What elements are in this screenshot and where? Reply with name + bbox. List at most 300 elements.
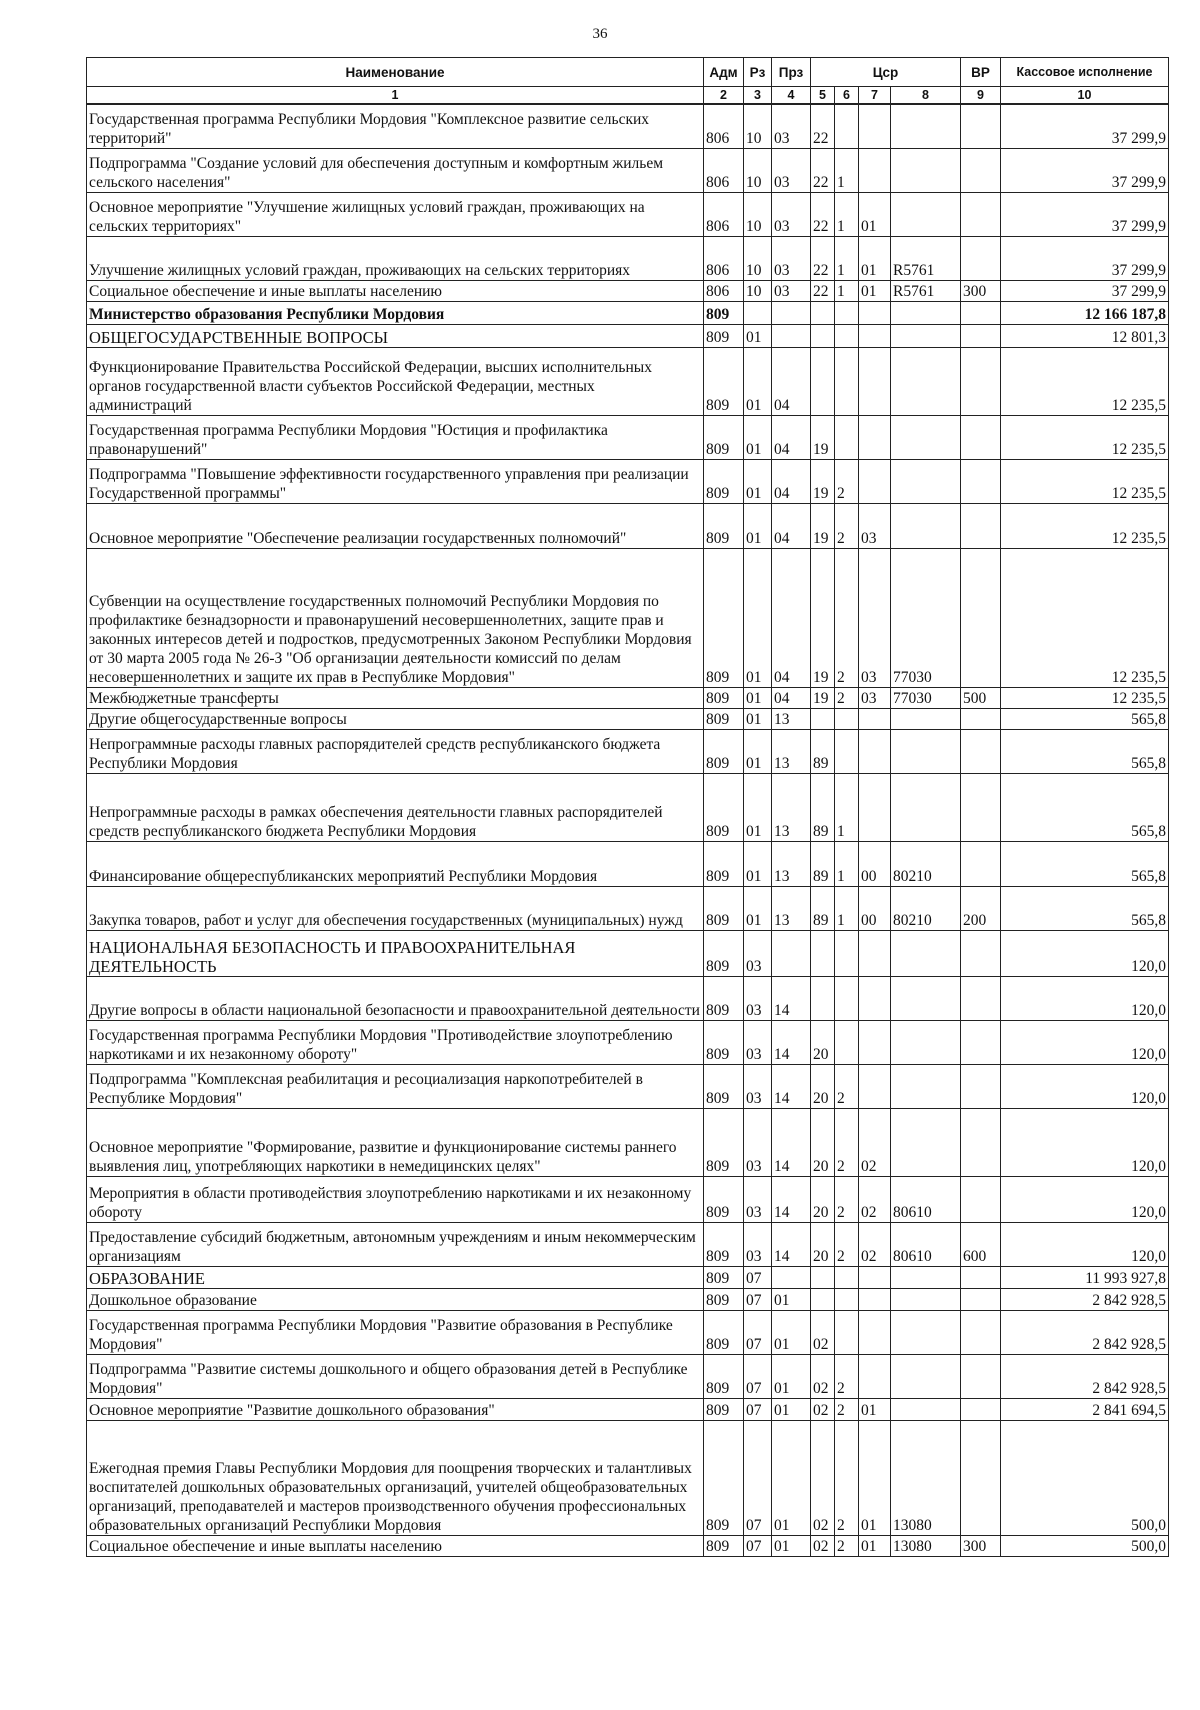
csr-subprogram-cell: 2: [835, 1354, 859, 1398]
column-number: 2: [704, 87, 744, 105]
adm-cell: 809: [704, 1064, 744, 1108]
rz-cell: 07: [744, 1398, 772, 1420]
csr-program-cell: 19: [811, 415, 835, 459]
csr-program-cell: 89: [811, 729, 835, 773]
csr-event-cell: [859, 1354, 891, 1398]
adm-cell: 809: [704, 1310, 744, 1354]
table-row: [87, 729, 1169, 773]
row-name-cell: Финансирование общереспубликанских мероприятий Республики Мордовия: [87, 841, 704, 886]
adm-cell: 809: [704, 708, 744, 729]
adm-cell: 806: [704, 280, 744, 301]
csr-direction-cell: [891, 930, 961, 976]
adm-cell: 809: [704, 1535, 744, 1556]
vr-cell: [961, 1108, 1001, 1176]
column-number: 3: [744, 87, 772, 105]
rz-cell: 10: [744, 148, 772, 192]
rz-cell: 07: [744, 1288, 772, 1310]
csr-direction-cell: 80610: [891, 1222, 961, 1266]
csr-program-cell: 02: [811, 1398, 835, 1420]
amount-cell: 2 842 928,5: [1001, 1354, 1169, 1398]
column-number-row: [87, 87, 1169, 105]
csr-direction-cell: [891, 324, 961, 347]
amount-cell: 500,0: [1001, 1420, 1169, 1535]
prz-cell: 03: [772, 104, 811, 148]
csr-direction-cell: [891, 1288, 961, 1310]
csr-subprogram-cell: 1: [835, 236, 859, 280]
rz-cell: [744, 301, 772, 324]
csr-event-cell: [859, 773, 891, 841]
header-rz: Рз: [744, 58, 772, 87]
csr-direction-cell: [891, 104, 961, 148]
prz-cell: 14: [772, 1222, 811, 1266]
csr-event-cell: [859, 324, 891, 347]
csr-program-cell: 19: [811, 459, 835, 503]
rz-cell: 01: [744, 459, 772, 503]
row-name-cell: ОБРАЗОВАНИЕ: [87, 1266, 704, 1288]
csr-subprogram-cell: 1: [835, 841, 859, 886]
table-row: [87, 459, 1169, 503]
vr-cell: 600: [961, 1222, 1001, 1266]
csr-event-cell: [859, 930, 891, 976]
row-name-cell: Субвенции на осуществление государственных полномочий Республики Мордовия по профилактике безнадзорности и правонарушений несовершеннолетних, защите прав и законных интересов детей и подростков, предусмотренных Законом Республики Мордовия от 30 марта 2005 года № 26-З "Об организации деятельности комиссий по делам несовершеннолетних и защите их прав в Республике Мордовия": [87, 548, 704, 687]
prz-cell: 04: [772, 548, 811, 687]
amount-cell: 120,0: [1001, 1020, 1169, 1064]
amount-cell: 2 842 928,5: [1001, 1288, 1169, 1310]
budget-table: [86, 57, 1169, 1557]
column-number: 4: [772, 87, 811, 105]
csr-program-cell: 20: [811, 1064, 835, 1108]
csr-event-cell: 02: [859, 1176, 891, 1222]
vr-cell: [961, 1020, 1001, 1064]
csr-direction-cell: [891, 192, 961, 236]
prz-cell: 13: [772, 708, 811, 729]
csr-event-cell: 01: [859, 192, 891, 236]
csr-subprogram-cell: [835, 347, 859, 415]
prz-cell: [772, 1266, 811, 1288]
adm-cell: 809: [704, 1420, 744, 1535]
csr-program-cell: 22: [811, 236, 835, 280]
csr-subprogram-cell: 2: [835, 1420, 859, 1535]
amount-cell: 565,8: [1001, 886, 1169, 930]
csr-subprogram-cell: 2: [835, 1222, 859, 1266]
csr-program-cell: [811, 708, 835, 729]
table-row: [87, 1064, 1169, 1108]
csr-event-cell: [859, 708, 891, 729]
adm-cell: 809: [704, 976, 744, 1020]
rz-cell: 01: [744, 886, 772, 930]
vr-cell: 500: [961, 687, 1001, 708]
table-row: [87, 1222, 1169, 1266]
vr-cell: 200: [961, 886, 1001, 930]
prz-cell: 14: [772, 976, 811, 1020]
row-name-cell: Ежегодная премия Главы Республики Мордовия для поощрения творческих и талантливых воспитателей дошкольных образовательных организаций, учителей общеобразовательных организаций, преподавателей и мастеров производственного обучения профессиональных образовательных организаций Республики Мордовия: [87, 1420, 704, 1535]
csr-program-cell: [811, 347, 835, 415]
csr-subprogram-cell: 2: [835, 1064, 859, 1108]
row-name-cell: Государственная программа Республики Мордовия "Комплексное развитие сельских территорий": [87, 104, 704, 148]
csr-subprogram-cell: 2: [835, 1176, 859, 1222]
csr-subprogram-cell: [835, 708, 859, 729]
prz-cell: 03: [772, 148, 811, 192]
amount-cell: 2 842 928,5: [1001, 1310, 1169, 1354]
prz-cell: 01: [772, 1398, 811, 1420]
csr-direction-cell: 13080: [891, 1535, 961, 1556]
adm-cell: 809: [704, 1354, 744, 1398]
csr-event-cell: [859, 729, 891, 773]
csr-direction-cell: [891, 459, 961, 503]
csr-direction-cell: [891, 1108, 961, 1176]
rz-cell: 03: [744, 1020, 772, 1064]
row-name-cell: Государственная программа Республики Мордовия "Развитие образования в Республике Мордовия": [87, 1310, 704, 1354]
header-prz: Прз: [772, 58, 811, 87]
row-name-cell: Предоставление субсидий бюджетным, автономным учреждениям и иным некоммерческим организациям: [87, 1222, 704, 1266]
csr-event-cell: [859, 301, 891, 324]
table-row: [87, 415, 1169, 459]
row-name-cell: Основное мероприятие "Улучшение жилищных условий граждан, проживающих на сельских территориях": [87, 192, 704, 236]
csr-direction-cell: [891, 1354, 961, 1398]
table-row: [87, 841, 1169, 886]
prz-cell: 01: [772, 1535, 811, 1556]
prz-cell: 04: [772, 503, 811, 548]
prz-cell: [772, 324, 811, 347]
csr-program-cell: 20: [811, 1176, 835, 1222]
csr-event-cell: 00: [859, 886, 891, 930]
row-name-cell: Непрограммные расходы главных распорядителей средств республиканского бюджета Республики Мордовия: [87, 729, 704, 773]
column-number: 1: [87, 87, 704, 105]
csr-direction-cell: [891, 415, 961, 459]
csr-event-cell: 02: [859, 1108, 891, 1176]
table-row: [87, 548, 1169, 687]
adm-cell: 809: [704, 729, 744, 773]
table-row: [87, 148, 1169, 192]
csr-program-cell: [811, 301, 835, 324]
header-adm: Адм: [704, 58, 744, 87]
vr-cell: [961, 104, 1001, 148]
adm-cell: 809: [704, 324, 744, 347]
page-number: 36: [592, 26, 608, 42]
rz-cell: 03: [744, 1176, 772, 1222]
rz-cell: 01: [744, 347, 772, 415]
prz-cell: 13: [772, 729, 811, 773]
rz-cell: 01: [744, 415, 772, 459]
rz-cell: 03: [744, 1222, 772, 1266]
amount-cell: 37 299,9: [1001, 104, 1169, 148]
csr-program-cell: 19: [811, 687, 835, 708]
adm-cell: 809: [704, 773, 744, 841]
csr-program-cell: 02: [811, 1310, 835, 1354]
csr-direction-cell: [891, 148, 961, 192]
vr-cell: [961, 548, 1001, 687]
prz-cell: 04: [772, 415, 811, 459]
prz-cell: 13: [772, 773, 811, 841]
vr-cell: [961, 1354, 1001, 1398]
csr-direction-cell: 77030: [891, 687, 961, 708]
csr-event-cell: 01: [859, 1535, 891, 1556]
row-name-cell: Министерство образования Республики Мордовия: [87, 301, 704, 324]
prz-cell: [772, 301, 811, 324]
adm-cell: 809: [704, 1020, 744, 1064]
csr-subprogram-cell: [835, 1266, 859, 1288]
vr-cell: [961, 1266, 1001, 1288]
csr-event-cell: [859, 104, 891, 148]
vr-cell: [961, 708, 1001, 729]
header-vr: ВР: [961, 58, 1001, 87]
csr-event-cell: 01: [859, 1398, 891, 1420]
csr-direction-cell: 77030: [891, 548, 961, 687]
row-name-cell: Межбюджетные трансферты: [87, 687, 704, 708]
csr-event-cell: [859, 1310, 891, 1354]
table-row: [87, 324, 1169, 347]
header-row: [87, 58, 1169, 87]
csr-direction-cell: [891, 1266, 961, 1288]
rz-cell: 03: [744, 1108, 772, 1176]
adm-cell: 809: [704, 548, 744, 687]
row-name-cell: Другие вопросы в области национальной безопасности и правоохранительной деятельности: [87, 976, 704, 1020]
csr-direction-cell: [891, 1020, 961, 1064]
csr-event-cell: 00: [859, 841, 891, 886]
amount-cell: 12 235,5: [1001, 347, 1169, 415]
amount-cell: 37 299,9: [1001, 280, 1169, 301]
csr-direction-cell: [891, 773, 961, 841]
row-name-cell: Основное мероприятие "Обеспечение реализации государственных полномочий": [87, 503, 704, 548]
row-name-cell: Мероприятия в области противодействия злоупотреблению наркотиками и их незаконному обороту: [87, 1176, 704, 1222]
vr-cell: 300: [961, 1535, 1001, 1556]
vr-cell: [961, 347, 1001, 415]
table-row: [87, 1266, 1169, 1288]
row-name-cell: Подпрограмма "Повышение эффективности государственного управления при реализации Государственной программы": [87, 459, 704, 503]
prz-cell: 01: [772, 1310, 811, 1354]
prz-cell: 13: [772, 886, 811, 930]
rz-cell: 07: [744, 1354, 772, 1398]
csr-subprogram-cell: [835, 415, 859, 459]
vr-cell: [961, 503, 1001, 548]
csr-event-cell: 03: [859, 548, 891, 687]
row-name-cell: Основное мероприятие "Развитие дошкольного образования": [87, 1398, 704, 1420]
rz-cell: 03: [744, 976, 772, 1020]
adm-cell: 809: [704, 1108, 744, 1176]
csr-subprogram-cell: 2: [835, 503, 859, 548]
csr-direction-cell: [891, 301, 961, 324]
table-row: [87, 280, 1169, 301]
prz-cell: 14: [772, 1108, 811, 1176]
adm-cell: 809: [704, 687, 744, 708]
adm-cell: 809: [704, 503, 744, 548]
csr-event-cell: [859, 1020, 891, 1064]
amount-cell: 120,0: [1001, 1108, 1169, 1176]
amount-cell: 12 801,3: [1001, 324, 1169, 347]
column-number: 7: [859, 87, 891, 105]
vr-cell: [961, 459, 1001, 503]
row-name-cell: Дошкольное образование: [87, 1288, 704, 1310]
table-row: [87, 192, 1169, 236]
csr-event-cell: 03: [859, 687, 891, 708]
row-name-cell: Закупка товаров, работ и услуг для обеспечения государственных (муниципальных) нужд: [87, 886, 704, 930]
table-row: [87, 687, 1169, 708]
row-name-cell: НАЦИОНАЛЬНАЯ БЕЗОПАСНОСТЬ И ПРАВООХРАНИТЕЛЬНАЯ ДЕЯТЕЛЬНОСТЬ: [87, 930, 704, 976]
csr-program-cell: [811, 1288, 835, 1310]
csr-subprogram-cell: [835, 104, 859, 148]
adm-cell: 809: [704, 886, 744, 930]
csr-event-cell: [859, 459, 891, 503]
adm-cell: 806: [704, 148, 744, 192]
rz-cell: 01: [744, 687, 772, 708]
csr-event-cell: 03: [859, 503, 891, 548]
rz-cell: 07: [744, 1310, 772, 1354]
amount-cell: 12 166 187,8: [1001, 301, 1169, 324]
rz-cell: 01: [744, 841, 772, 886]
adm-cell: 809: [704, 415, 744, 459]
csr-subprogram-cell: 2: [835, 459, 859, 503]
column-number: 8: [891, 87, 961, 105]
csr-subprogram-cell: 2: [835, 548, 859, 687]
vr-cell: [961, 1064, 1001, 1108]
prz-cell: 04: [772, 459, 811, 503]
adm-cell: 809: [704, 1398, 744, 1420]
csr-program-cell: 22: [811, 280, 835, 301]
table-row: [87, 930, 1169, 976]
vr-cell: [961, 415, 1001, 459]
adm-cell: 809: [704, 1266, 744, 1288]
row-name-cell: Основное мероприятие "Формирование, развитие и функционирование системы раннего выявления лиц, употребляющих наркотики в немедицинских целях": [87, 1108, 704, 1176]
csr-direction-cell: [891, 729, 961, 773]
table-row: [87, 104, 1169, 148]
table-row: [87, 976, 1169, 1020]
csr-program-cell: 19: [811, 548, 835, 687]
row-name-cell: Социальное обеспечение и иные выплаты населению: [87, 1535, 704, 1556]
adm-cell: 809: [704, 1222, 744, 1266]
row-name-cell: Социальное обеспечение и иные выплаты населению: [87, 280, 704, 301]
adm-cell: 809: [704, 930, 744, 976]
csr-subprogram-cell: 1: [835, 773, 859, 841]
row-name-cell: Подпрограмма "Развитие системы дошкольного и общего образования детей в Республике Мордовия": [87, 1354, 704, 1398]
csr-event-cell: [859, 1266, 891, 1288]
rz-cell: 01: [744, 729, 772, 773]
amount-cell: 12 235,5: [1001, 548, 1169, 687]
column-number: 6: [835, 87, 859, 105]
row-name-cell: Функционирование Правительства Российской Федерации, высших исполнительных органов государственной власти субъектов Российской Федерации, местных администраций: [87, 347, 704, 415]
csr-subprogram-cell: 1: [835, 886, 859, 930]
csr-program-cell: 02: [811, 1535, 835, 1556]
prz-cell: 03: [772, 236, 811, 280]
table-row: [87, 1310, 1169, 1354]
amount-cell: 12 235,5: [1001, 503, 1169, 548]
rz-cell: 03: [744, 1064, 772, 1108]
column-number: 9: [961, 87, 1001, 105]
amount-cell: 565,8: [1001, 708, 1169, 729]
prz-cell: [772, 930, 811, 976]
vr-cell: [961, 976, 1001, 1020]
amount-cell: 12 235,5: [1001, 687, 1169, 708]
row-name-cell: Улучшение жилищных условий граждан, проживающих на сельских территориях: [87, 236, 704, 280]
csr-direction-cell: [891, 503, 961, 548]
table-row: [87, 236, 1169, 280]
amount-cell: 12 235,5: [1001, 415, 1169, 459]
amount-cell: 2 841 694,5: [1001, 1398, 1169, 1420]
vr-cell: [961, 301, 1001, 324]
row-name-cell: Подпрограмма "Комплексная реабилитация и ресоциализация наркопотребителей в Республике Мордовия": [87, 1064, 704, 1108]
table-row: [87, 1535, 1169, 1556]
csr-program-cell: 20: [811, 1020, 835, 1064]
rz-cell: 10: [744, 236, 772, 280]
adm-cell: 809: [704, 1176, 744, 1222]
csr-subprogram-cell: [835, 301, 859, 324]
csr-program-cell: 19: [811, 503, 835, 548]
prz-cell: 04: [772, 687, 811, 708]
prz-cell: 03: [772, 280, 811, 301]
adm-cell: 806: [704, 236, 744, 280]
table-row: [87, 1398, 1169, 1420]
csr-program-cell: 89: [811, 773, 835, 841]
csr-program-cell: 02: [811, 1420, 835, 1535]
csr-event-cell: [859, 1288, 891, 1310]
csr-program-cell: [811, 930, 835, 976]
column-number: 5: [811, 87, 835, 105]
csr-direction-cell: [891, 1064, 961, 1108]
csr-direction-cell: 80210: [891, 886, 961, 930]
rz-cell: 10: [744, 192, 772, 236]
prz-cell: 14: [772, 1176, 811, 1222]
header-csr: Цср: [811, 58, 961, 87]
amount-cell: 37 299,9: [1001, 148, 1169, 192]
table-row: [87, 1108, 1169, 1176]
adm-cell: 806: [704, 104, 744, 148]
amount-cell: 565,8: [1001, 729, 1169, 773]
prz-cell: 03: [772, 192, 811, 236]
rz-cell: 10: [744, 280, 772, 301]
amount-cell: 120,0: [1001, 1222, 1169, 1266]
csr-subprogram-cell: [835, 1310, 859, 1354]
table-body: [87, 104, 1169, 1556]
table-row: [87, 1354, 1169, 1398]
adm-cell: 809: [704, 301, 744, 324]
csr-event-cell: [859, 347, 891, 415]
row-name-cell: ОБЩЕГОСУДАРСТВЕННЫЕ ВОПРОСЫ: [87, 324, 704, 347]
amount-cell: 120,0: [1001, 1176, 1169, 1222]
csr-subprogram-cell: 2: [835, 687, 859, 708]
amount-cell: 12 235,5: [1001, 459, 1169, 503]
csr-program-cell: 20: [811, 1108, 835, 1176]
csr-subprogram-cell: 2: [835, 1108, 859, 1176]
rz-cell: 01: [744, 548, 772, 687]
csr-direction-cell: 80210: [891, 841, 961, 886]
csr-program-cell: 20: [811, 1222, 835, 1266]
csr-subprogram-cell: 1: [835, 148, 859, 192]
csr-event-cell: [859, 1064, 891, 1108]
vr-cell: [961, 192, 1001, 236]
row-name-cell: Другие общегосударственные вопросы: [87, 708, 704, 729]
csr-event-cell: [859, 976, 891, 1020]
amount-cell: 37 299,9: [1001, 192, 1169, 236]
prz-cell: 01: [772, 1288, 811, 1310]
rz-cell: 01: [744, 773, 772, 841]
csr-direction-cell: 80610: [891, 1176, 961, 1222]
vr-cell: [961, 236, 1001, 280]
adm-cell: 809: [704, 1288, 744, 1310]
amount-cell: 565,8: [1001, 773, 1169, 841]
vr-cell: [961, 773, 1001, 841]
csr-subprogram-cell: [835, 1020, 859, 1064]
csr-program-cell: 22: [811, 192, 835, 236]
prz-cell: 04: [772, 347, 811, 415]
row-name-cell: Подпрограмма "Создание условий для обеспечения доступным и комфортным жильем сельского населения": [87, 148, 704, 192]
rz-cell: 01: [744, 324, 772, 347]
csr-event-cell: 01: [859, 280, 891, 301]
table-row: [87, 347, 1169, 415]
vr-cell: [961, 324, 1001, 347]
table-row: [87, 503, 1169, 548]
amount-cell: 120,0: [1001, 976, 1169, 1020]
rz-cell: 10: [744, 104, 772, 148]
header-name: Наименование: [87, 58, 704, 87]
